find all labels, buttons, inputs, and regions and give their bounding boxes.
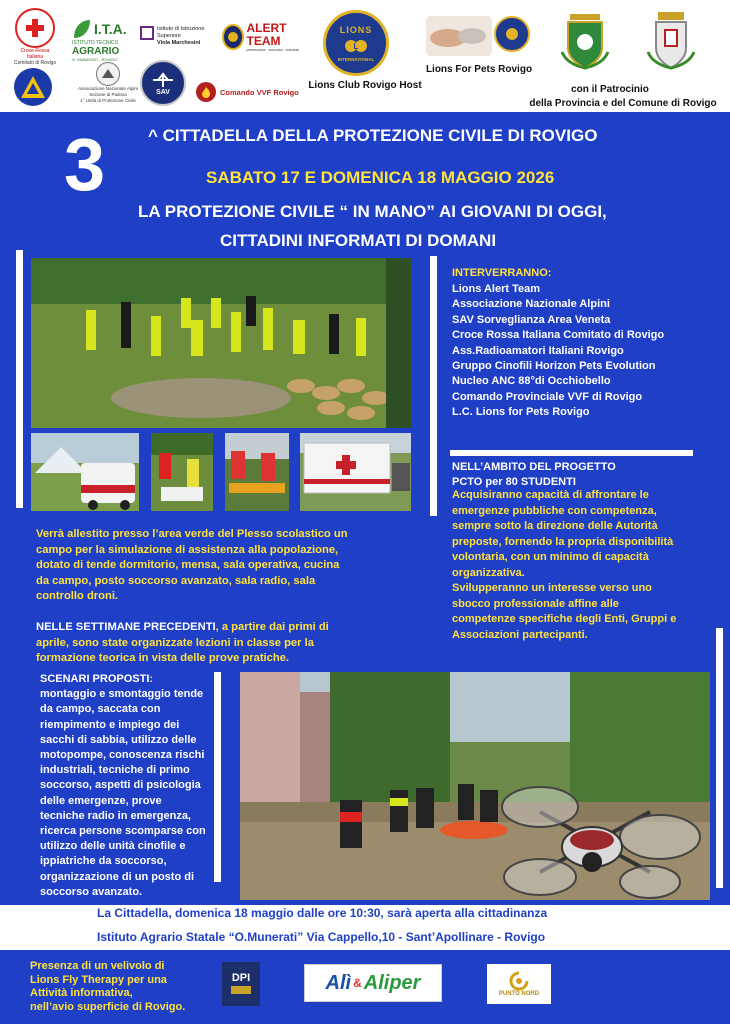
settimane-line2: aprile, sono state organizzate lezioni in classe per la	[36, 636, 314, 649]
project-line: Associazioni partecipanti.	[452, 628, 588, 641]
flood-rescue-image	[240, 672, 710, 900]
stretcher-image	[225, 433, 289, 511]
participant-item: Associazione Nazionale Alpini	[452, 298, 610, 311]
scenari-block	[40, 672, 206, 900]
settimane-line1: , a partire dai primi di	[215, 621, 329, 633]
participant-item: Gruppo Cinofili Horizon Pets Evolution	[452, 360, 656, 373]
scenari-line: riempimento e impiego dei	[40, 718, 180, 731]
opening-line: La Cittadella, domenica 18 maggio dalle ore 10:30, sarà aperta alla cittadinanza	[97, 906, 548, 920]
svg-text:L: L	[353, 41, 359, 51]
croce-rossa-logo	[12, 8, 58, 66]
alert-team-title: ALERT TEAM	[246, 21, 287, 48]
ita-agrario-logo	[72, 18, 140, 62]
note-line: Attività informativa,	[30, 987, 133, 999]
red-cross-trailer-photo	[300, 433, 411, 511]
campo-line: Verrà allestito presso l’area verde del Plesso scolastico un	[36, 528, 348, 540]
leaf-icon	[72, 18, 92, 40]
dpi-logo	[222, 962, 260, 1006]
provincia-shield-icon	[560, 8, 610, 70]
iis-line2: Superiore	[157, 33, 181, 39]
project-line: organizzativa.	[452, 566, 525, 579]
event-date: SABATO 17 E DOMENICA 18 MAGGIO 2026	[206, 168, 555, 187]
participants-heading: INTERVERRANNO:	[452, 267, 552, 279]
pets-photo	[426, 16, 492, 56]
scenari-line: soccorso, aspetti di psicologia	[40, 779, 201, 792]
project-heading	[452, 460, 616, 491]
poster-title: ^ CITTADELLA DELLA PROTEZIONE CIVILE DI ROVIGO	[148, 126, 598, 145]
iis-viola-marchesini-logo	[140, 26, 212, 47]
alpini-icon	[96, 62, 120, 86]
lions-international-logo	[323, 10, 389, 76]
project-line: emergenze pubbliche con competenza,	[452, 504, 657, 517]
ana-logo	[70, 62, 146, 104]
scenari-line: motopompe, conoscenza rischi	[40, 749, 205, 762]
center-divider	[430, 256, 437, 516]
note-line: nell’avio superficie di Rovigo.	[30, 1000, 186, 1013]
rescue-stretcher-photo	[225, 433, 289, 511]
alert-team-sub: prevenzione · soccorso · volontari	[246, 48, 300, 52]
hand-paw-icon	[426, 16, 492, 56]
iis-line3: Viola Marchesini	[157, 40, 201, 46]
ambulance-tent-image	[31, 433, 139, 511]
vvf-rovigo-logo	[196, 82, 310, 102]
project-line: competenze specifiche degli Enti, Gruppi e	[452, 613, 677, 625]
scenari-line: sacchi di sabbia, utilizzo delle	[40, 733, 197, 746]
sav-label: SAV	[156, 88, 170, 96]
participants-list	[452, 282, 664, 421]
project-line: volontaria, con un minimo di capacità	[452, 551, 649, 563]
punto-nord-icon	[508, 971, 530, 991]
campo-line: controllo droni.	[36, 590, 119, 603]
right-divider	[716, 628, 723, 888]
lions-host-label: Lions Club Rovigo Host	[308, 80, 422, 91]
dpi-label: DPI	[231, 972, 251, 984]
ita-title: I.T.A.	[94, 21, 127, 37]
address-line: Istituto Agrario Statale “O.Munerati” Via Cappello,10 - Sant’Apollinare - Rovigo	[97, 930, 546, 944]
comune-crest	[646, 8, 696, 70]
campo-line: da campo, posto soccorso avanzato, sala radio, sala	[36, 574, 316, 587]
campo-line: dotato di tende dormitorio, mensa, sala operativa, cucina	[36, 559, 340, 572]
lions-int: INTERNATIONAL	[337, 56, 375, 62]
participant-item: Croce Rossa Italiana Comitato di Rovigo	[452, 329, 665, 342]
airplane-icon	[152, 71, 174, 89]
campo-description	[36, 527, 348, 605]
scenari-line: utilizzo delle unità cinofile e	[40, 840, 186, 853]
volunteers-training-image	[31, 258, 411, 428]
note-line: Presenza di un velivolo di	[30, 960, 165, 972]
lions-pets-icon	[494, 16, 530, 52]
sponsor-header	[0, 0, 730, 112]
ita-sub1: ISTITUTO TECNICO	[72, 40, 119, 46]
participant-item: L.C. Lions for Pets Rovigo	[452, 406, 590, 419]
lions-small-icon	[222, 24, 244, 50]
comune-shield-icon	[646, 8, 696, 70]
civil-protection-icon	[14, 68, 52, 106]
participant-item: Lions Alert Team	[452, 283, 541, 295]
settimane-lead: NELLE SETTIMANE PRECEDENTI	[36, 621, 216, 633]
settimane-description	[36, 620, 329, 667]
ambulance-photo	[31, 433, 139, 511]
dpi-shield-icon	[229, 984, 253, 996]
participant-item: SAV Sorveglianza Area Veneta	[452, 313, 611, 326]
project-heading-line1: NELL’AMBITO DEL PROGETTO	[452, 461, 616, 473]
ita-sub2: AGRARIO	[72, 46, 120, 57]
aliper-label: Aliper	[363, 971, 421, 994]
lions-pets-label: Lions For Pets Rovigo	[425, 64, 533, 75]
scenari-line: ippiatriche da soccorso,	[40, 855, 167, 868]
subtitle-line1: LA PROTEZIONE CIVILE “ IN MANO” AI GIOVANI DI OGGI,	[138, 202, 607, 221]
project-line: Acquisiranno capacità di affrontare le	[452, 489, 649, 501]
cri-sub: Comitato di Rovigo	[13, 60, 57, 66]
lion-heads-icon	[343, 35, 369, 57]
scenari-colon: :	[149, 673, 154, 685]
first-aid-photo	[151, 433, 213, 511]
ali-amp: &	[353, 976, 362, 990]
patrocinio-line1: con il Patrocinio	[571, 84, 649, 95]
scenari-line: delle emergenze, prove	[40, 794, 162, 807]
lions-alert-team-logo	[222, 22, 308, 52]
school-icon	[140, 26, 154, 40]
project-line: preposte, fornendo la propria disponibilità	[452, 535, 674, 548]
scenari-line: montaggio e smontaggio tende	[40, 688, 204, 701]
left-divider	[16, 250, 23, 508]
ana-line2: Sezione di Padova	[89, 92, 127, 97]
ana-line3: 1° Unità di Protezione Civile	[80, 98, 136, 103]
patrocinio-line2: della Provincia e del Comune di Rovigo	[529, 98, 717, 109]
scenari-line: organizzazione di un posto di	[40, 870, 194, 883]
scenari-line: soccorso avanzato.	[40, 885, 143, 898]
trailer-image	[300, 433, 411, 511]
punto-nord-logo	[487, 964, 551, 1004]
project-line: sempre sotto la direzione delle Autorità	[452, 520, 658, 532]
iis-line1: Istituto di Istruzione	[157, 26, 205, 32]
project-line: Svilupperanno un interesse verso uno	[452, 582, 652, 594]
participant-item: Nucleo ANC 88°di Occhiobello	[452, 375, 611, 388]
provincia-crest	[560, 8, 610, 70]
scenari-line: da campo, saccata con	[40, 703, 161, 716]
punto-label: PUNTO NORD	[498, 991, 540, 997]
scenari-heading: SCENARI PROPOSTI	[40, 673, 150, 685]
scenari-line: ricerca persone scomparse con	[40, 825, 206, 838]
ali-label: Alì	[325, 971, 352, 994]
project-heading-line2: PCTO per 80 STUDENTI	[452, 476, 576, 489]
firefighter-icon	[196, 82, 216, 102]
cri-label: Croce Rossa Italiana	[20, 48, 50, 60]
flood-rescue-photo	[240, 672, 710, 900]
training-field-photo	[31, 258, 411, 428]
project-divider	[450, 450, 693, 456]
bottom-band	[0, 950, 730, 1024]
campo-line: campo per la simulazione di assistenza alla popolazione,	[36, 543, 339, 556]
ali-aliper-logo	[304, 964, 442, 1002]
scenari-line: industriali, tecniche di primo	[40, 764, 190, 777]
lions-word: LIONS	[339, 24, 373, 35]
first-aid-image	[151, 433, 213, 511]
fly-therapy-note	[30, 960, 220, 1014]
scenari-line: tecniche radio in emergenza,	[40, 809, 191, 822]
ana-line1: Associazione Nazionale Alpini	[78, 86, 138, 91]
project-description	[452, 488, 676, 643]
settimane-line3: formazione teorica in vista delle prove pratiche.	[36, 652, 290, 665]
participant-item: Ass.Radioamatori Italiani Rovigo	[452, 344, 624, 357]
scenari-divider	[214, 672, 221, 882]
vvf-label: Comando VVF Rovigo	[220, 87, 299, 97]
edition-number: 3	[64, 123, 106, 206]
sav-logo	[140, 60, 186, 106]
project-line: sbocco professionale affine alle	[452, 597, 619, 610]
red-cross-icon	[15, 8, 55, 48]
participant-item: Comando Provinciale VVF di Rovigo	[452, 390, 643, 403]
ita-sub3: O. MUNERATI - ROVIGO	[72, 57, 118, 62]
subtitle-line2: CITTADINI INFORMATI DI DOMANI	[220, 231, 497, 250]
note-line: Lions Fly Therapy per una	[30, 973, 167, 986]
